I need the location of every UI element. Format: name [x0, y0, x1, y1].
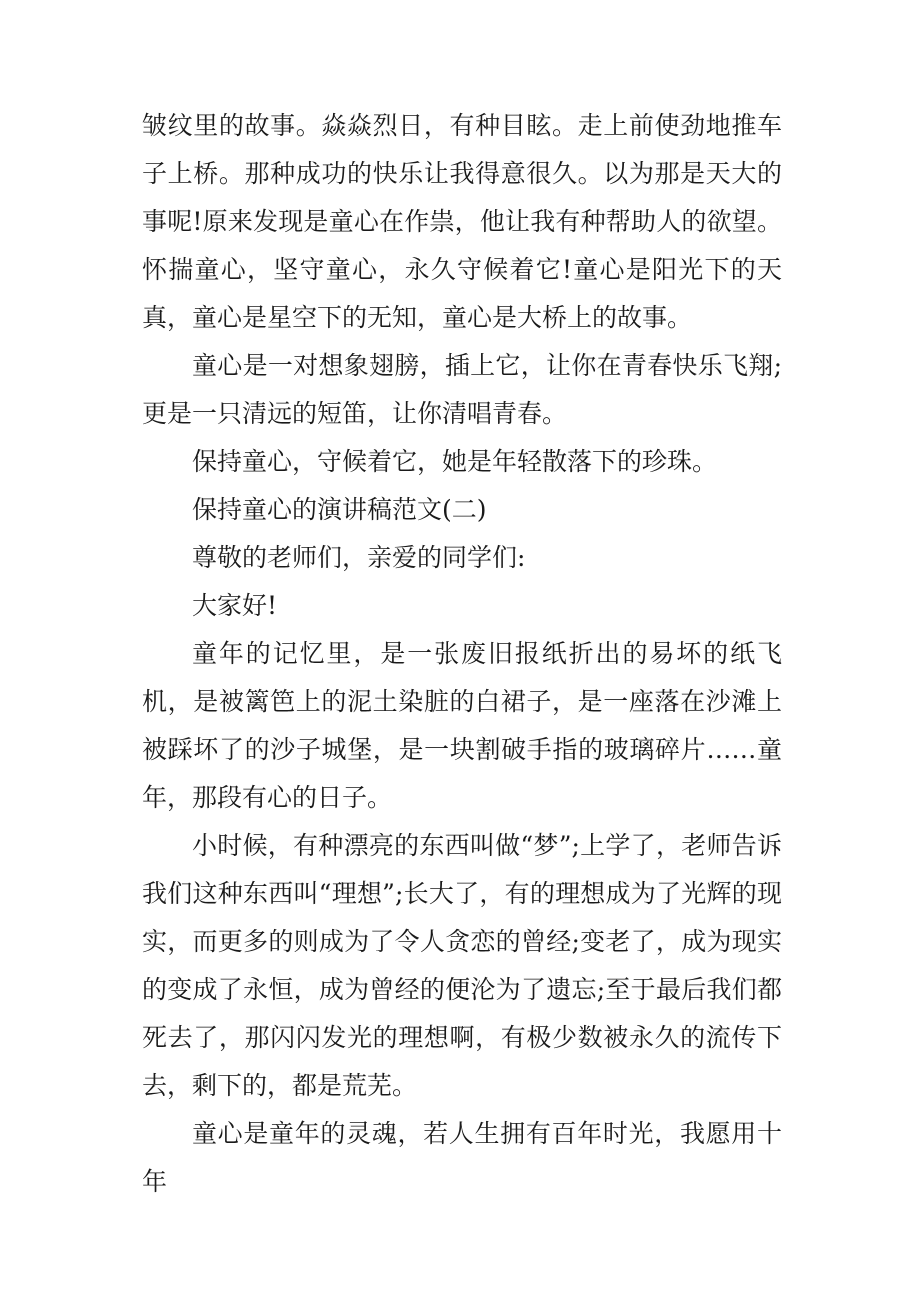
paragraph-2: 童心是一对想象翅膀，插上它，让你在青春快乐飞翔;更是一只清远的短笛，让你清唱青春。: [142, 351, 782, 428]
paragraph-9: 童心是童年的灵魂，若人生拥有百年时光，我愿用十年: [142, 1119, 782, 1196]
document-body: [142, 102, 782, 1206]
paragraph-1: 皱纹里的故事。焱焱烈日，有种目眩。走上前使劲地推车子上桥。那种成功的快乐让我得意很久。以为那是天大的事呢!原来发现是童心在作祟，他让我有种帮助人的欲望。怀揣童心，坚守童心，永久守候着它!童心是阳光下的天真，童心是星空下的无知，童心是大桥上的故事。: [142, 111, 782, 332]
paragraph-7: 童年的记忆里，是一张废旧报纸折出的易坏的纸飞机，是被篱笆上的泥土染脏的白裙子，是一座落在沙滩上被踩坏了的沙子城堡，是一块割破手指的玻璃碎片……童年，那段有心的日子。: [142, 639, 782, 812]
paragraph-8: 小时候，有种漂亮的东西叫做“梦”;上学了，老师告诉我们这种东西叫“理想”;长大了，有的理想成为了光辉的现实，而更多的则成为了令人贪恋的曾经;变老了，成为现实的变成了永恒，成为曾经的便沦为了遗忘;至于最后我们都死去了，那闪闪发光的理想啊，有极少数被永久的流传下去，剩下的，都是荒芜。: [142, 831, 782, 1100]
paragraph-3: 保持童心，守候着它，她是年轻散落下的珍珠。: [192, 447, 718, 476]
section-title: 保持童心的演讲稿范文(二): [192, 495, 487, 524]
greeting: 大家好!: [192, 591, 278, 620]
salutation: 尊敬的老师们，亲爱的同学们:: [192, 543, 526, 572]
